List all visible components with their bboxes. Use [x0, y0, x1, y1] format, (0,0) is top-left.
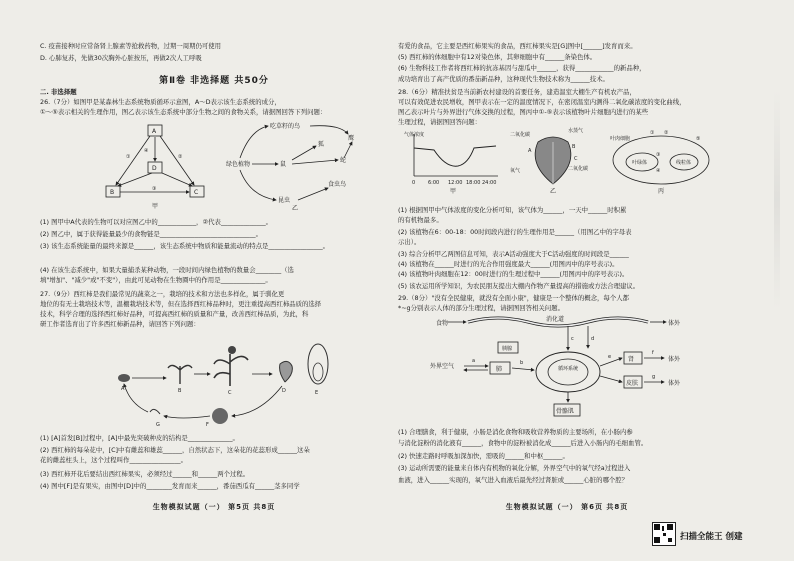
svg-text:G: G: [156, 422, 160, 428]
svg-text:A: A: [121, 386, 125, 392]
svg-text:6:00: 6:00: [428, 180, 440, 186]
svg-text:e: e: [608, 354, 612, 360]
figure-gas-curve: [402, 128, 502, 194]
svg-text:C: C: [228, 390, 232, 396]
q26-sub-1: (1) 图甲中A代表的生物可以对应图乙中的____________，②代表______________。: [40, 218, 273, 226]
q29-sub-4: (3) 运动所需要的能量来自体内有机物的氧化分解，外界空气中的氧气经a过程进入: [398, 464, 631, 472]
svg-text:②: ②: [664, 130, 669, 136]
option-d: D. 心肺复苏，先做30次胸外心脏按压，再做2次人工呼吸: [40, 54, 202, 62]
scanner-watermark: 扫描全能王 创建: [680, 532, 743, 542]
scan-shadow: [774, 90, 780, 310]
svg-text:气体浓度: 气体浓度: [404, 132, 425, 138]
q28-sub-5: (3) 综合分析甲乙两图信息可知，表示A活动强度大于C活动强度的时间段是______: [398, 250, 629, 258]
svg-text:水蒸气: 水蒸气: [568, 128, 584, 134]
q29-sub-2: 与消化淀粉的消化液有______，食物中的淀粉被消化成______后进入小肠内的毛细血管。: [398, 439, 648, 447]
q27-cont-2: (5) 西红柿的体细胞中有12对染色体，其卵细胞中有______条染色体。: [398, 53, 597, 61]
q28-sub-1: (1) 根据图甲中气体浓度的变化分析可知，该气体为______，一天中______时积累: [398, 206, 627, 214]
right-footer: 生物模拟试题（一） 第6页 共8页: [505, 503, 629, 511]
node-a: A: [152, 128, 157, 135]
svg-text:叶绿体: 叶绿体: [632, 160, 648, 166]
svg-text:B: B: [572, 144, 576, 150]
q29-sub-5: 血液，进入______实现的，氧气进入血液后最先经过肾脏或______心脏的哪个腔？: [398, 476, 629, 484]
q27-stem-3: 技术，科学合理的选择西红柿好品种，可提高西红柿的质量和产量，改善西红柿品质，为此，科: [40, 310, 309, 318]
svg-text:皮肤: 皮肤: [626, 380, 639, 387]
svg-text:循环系统: 循环系统: [558, 366, 579, 372]
svg-text:②: ②: [178, 154, 183, 160]
web-snake: 蛇: [340, 157, 347, 164]
figure-body-systems: [428, 312, 718, 422]
svg-text:f: f: [652, 350, 654, 356]
q28-stem-3: 图乙表示叶片与外界进行气体交换的过程，图丙中①-⑤表示该植物叶片细胞内进行的某些: [398, 108, 649, 116]
svg-text:E: E: [315, 390, 319, 396]
q27-sub-5: (4) 图中[F]是有果实，由图中[D]中的________发育而来______，番茄西瓜有______茎多同学: [40, 482, 300, 490]
web-insect-bird: 食虫鸟: [328, 181, 347, 188]
svg-text:⑤: ⑤: [696, 136, 701, 142]
svg-text:甲: 甲: [450, 188, 457, 194]
figure-cycle: [100, 120, 210, 210]
node-b: B: [110, 189, 115, 196]
q27-cont-3: (6) 生物科技工作者将西红柿的抗冻基因与甜瓜中______，获得____________的新品种，: [398, 64, 646, 72]
svg-text:18:00: 18:00: [466, 180, 481, 186]
q28-stem-2: 可以有效促进农民增收，图甲表示在一定的温度情况下，在密闭温室内测得二氧化碳浓度的变化曲线，: [398, 98, 686, 106]
svg-text:③: ③: [656, 152, 661, 158]
q28-sub-3: (2) 该植物在6：00-18：00时间段内进行的生理作用是______（用图乙中的字母表: [398, 228, 632, 236]
q26-stem-1: 26.（7分）如图甲是某森林生态系统物质循环示意图，A～D表示该生态系统的成分，: [40, 98, 281, 106]
q26-sub-5: 填"增加"、"减少"或"不变"），由此可见动物在生物圈中的作用是______________。: [40, 276, 272, 284]
node-c: C: [194, 189, 199, 196]
q29-stem-1: 29.（8分）"没有全民健康，就没有全面小康"，健康是一个整体的概念，每个人都: [398, 294, 629, 302]
q26-stem-2: ①～⑤表示相关的生理作用，图乙表示该生态系统中部分生物之间的食物关系，请据图回答下列问题：: [40, 108, 327, 116]
q28-sub-8: (5) 该农运用所学知识，为农民朋友提出大棚内作物产量提高的措施或方法合理建议。: [398, 282, 640, 290]
svg-text:二氧化碳: 二氧化碳: [510, 132, 531, 138]
svg-text:③: ③: [152, 186, 157, 192]
figure-food-web: [220, 118, 370, 210]
svg-text:体外: 体外: [668, 320, 681, 327]
q28-sub-6: (4) 该植物在______时进行的光合作用强度最大______(用图丙中的序号表示)。: [398, 260, 619, 268]
svg-text:①: ①: [650, 130, 655, 136]
svg-text:d: d: [591, 336, 595, 342]
q28-sub-7: (4) 该植物叶肉细胞在12：00时进行的生理过程中______(用图丙中的序号表示)。: [398, 270, 629, 278]
q29-sub-1: (1) 合理膳食，利于健康，小肠是消化食物和吸收营养物质的主要场所，在小肠内参: [398, 428, 633, 436]
q27-sub-3: 花的雌蕊柱头上，这个过程叫作________________。: [40, 456, 187, 464]
qr-code-icon: [652, 522, 676, 546]
svg-text:胰腺: 胰腺: [502, 346, 513, 352]
q26-sub-3: (3) 该生态系统能量的最终来源是______，该生态系统中物质和能量流动的特点是_________________。: [40, 242, 330, 250]
svg-text:骨骼肌: 骨骼肌: [556, 408, 575, 415]
web-hawk: 鹰: [348, 135, 355, 142]
svg-text:a: a: [472, 358, 476, 364]
q27-stem-2: 地位的有无土栽培技术等，温棚栽培技术等，但在选择西红柿品种时，更注重提高西红柿品质的选择: [40, 300, 322, 308]
node-d: D: [152, 165, 157, 172]
q27-sub-2: (2) 西红柿的每朵花中，[C]中有雌蕊和雄蕊______，自然状态下，这朵花的花蕊形成______这朵: [40, 446, 310, 454]
figure-tomato-cycle: [110, 334, 340, 430]
figure-yi-label: 乙: [292, 205, 299, 210]
svg-text:0: 0: [412, 180, 416, 186]
q28-sub-2: 的有机物最多。: [398, 216, 443, 224]
svg-text:二氧化碳: 二氧化碳: [568, 166, 589, 172]
svg-text:叶肉细胞: 叶肉细胞: [610, 136, 631, 142]
svg-text:线粒体: 线粒体: [676, 160, 692, 166]
q27-cont-4: 成功培育出了高产优质的番茄新品种，这种现代生物技术称为______技术。: [398, 75, 609, 83]
svg-text:c: c: [571, 336, 574, 342]
q26-sub-4: (4) 在该生态系统中，如果大量捕杀某种动物，一段时间内绿色植物的数量会________（选: [40, 266, 294, 274]
svg-text:④: ④: [144, 148, 149, 154]
svg-text:肺: 肺: [496, 366, 503, 373]
svg-text:体外: 体外: [668, 356, 681, 363]
web-bird-seed: 吃草籽的鸟: [270, 123, 301, 130]
web-plant: 绿色植物: [226, 161, 251, 168]
q26-sub-2: (2) 图乙中，属于获得能量最少的食物链是______________________________。: [40, 230, 262, 238]
web-mouse: 鼠: [280, 161, 287, 168]
svg-text:12:00: 12:00: [448, 180, 463, 186]
q28-stem-4: 生理过程，请据图回答问题：: [398, 118, 482, 126]
svg-text:A: A: [528, 148, 532, 154]
option-c: C. 疫苗接种时应常备肾上腺素等抢救药物，过期一周期仍可使用: [40, 42, 222, 50]
left-footer: 生物模拟试题（一） 第5页 共8页: [152, 503, 276, 511]
svg-text:24:00: 24:00: [482, 180, 497, 186]
q28-sub-4: 示出）。: [398, 238, 421, 246]
q29-sub-3: (2) 快速走路时呼吸加深加快，需吸的______和中枢______。: [398, 452, 569, 460]
svg-text:F: F: [206, 422, 209, 428]
svg-text:④: ④: [656, 168, 661, 174]
q27-cont-1: 有爱的食品，它主要是西红柿果实的食品，西红柿果实是[G]图中[______]发育而来。: [398, 42, 637, 50]
svg-text:食物: 食物: [436, 320, 449, 327]
svg-text:氧气: 氧气: [510, 168, 521, 174]
svg-text:消化道: 消化道: [546, 316, 565, 323]
right-page: [398, 0, 736, 561]
svg-text:C: C: [574, 156, 578, 162]
svg-text:外界空气: 外界空气: [430, 363, 455, 370]
svg-text:D: D: [282, 388, 286, 394]
q28-stem-1: 28.（6分）精准扶贫是当前新农村建设的首要任务，建造温室大棚生产有机农产品，: [398, 88, 636, 96]
svg-text:b: b: [520, 360, 524, 366]
q27-stem-1: 27.（9分）西红柿是我们最常见的蔬菜之一，栽培的技术和方法也多样化，属于驯化更: [40, 290, 285, 298]
figure-jia-label: 甲: [152, 203, 159, 210]
svg-text:①: ①: [126, 154, 131, 160]
svg-text:体外: 体外: [668, 380, 681, 387]
section-title: 第Ⅱ卷 非选择题 共50分: [159, 76, 269, 86]
svg-text:g: g: [652, 374, 656, 380]
left-page: [40, 0, 388, 561]
figure-cell: [606, 126, 716, 194]
q27-sub-1: (1) [A]首发[B]过程中，[A]中最先突破种皮的结构是______________。: [40, 434, 239, 442]
svg-text:肾: 肾: [628, 356, 635, 363]
svg-text:丙: 丙: [658, 188, 665, 194]
svg-text:乙: 乙: [550, 188, 557, 194]
part-heading: 二. 非选择题: [40, 88, 77, 96]
q27-sub-4: (3) 西红柿开花后要结出西红柿果实，必须经过______和______两个过程。: [40, 470, 250, 478]
svg-text:B: B: [178, 388, 182, 394]
figure-leaf: [508, 124, 598, 194]
q29-stem-2: *~g分别表示人体的部分生理过程，请据图回答相关问题。: [398, 304, 564, 312]
web-insect: 昆虫: [278, 197, 291, 204]
q27-stem-4: 研工作者选育出了许多西红柿新品种，请回答下列问题：: [40, 320, 200, 328]
web-fox: 狐: [318, 141, 325, 148]
